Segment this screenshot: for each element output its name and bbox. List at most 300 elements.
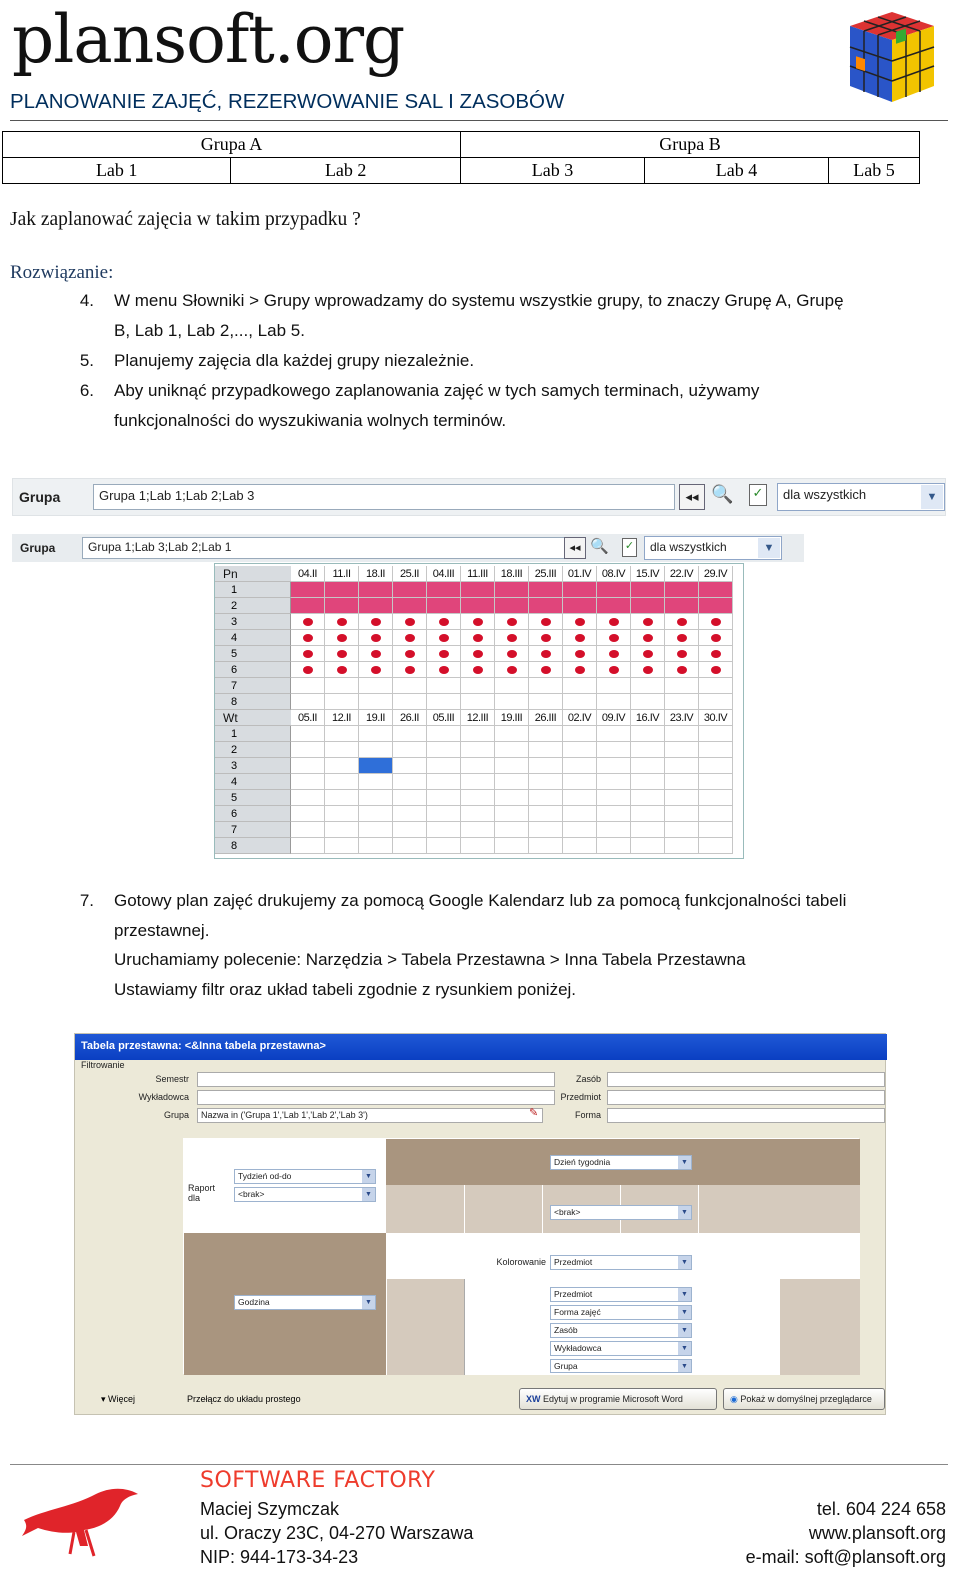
schedule-cell[interactable] <box>461 758 495 774</box>
schedule-cell[interactable] <box>563 838 597 854</box>
busy-dot <box>609 650 619 658</box>
step-line: przestawnej. <box>114 921 210 940</box>
busy-dot <box>711 634 721 642</box>
schedule-cell[interactable] <box>529 790 563 806</box>
schedule-cell[interactable] <box>563 790 597 806</box>
schedule-cell[interactable] <box>461 838 495 854</box>
schedule-cell[interactable] <box>359 822 393 838</box>
footer-tel: tel. 604 224 658 <box>816 1499 946 1519</box>
schedule-cell[interactable] <box>631 822 665 838</box>
date-header: 29.IV <box>699 566 733 582</box>
schedule-cell[interactable] <box>631 598 665 614</box>
schedule-cell[interactable] <box>325 694 359 710</box>
schedule-cell[interactable] <box>427 694 461 710</box>
schedule-cell[interactable] <box>597 758 631 774</box>
schedule-cell[interactable] <box>699 790 733 806</box>
word-button-label: Edytuj w programie Microsoft Word <box>543 1394 683 1404</box>
period-cell: 7 <box>215 678 291 694</box>
schedule-cell[interactable] <box>597 822 631 838</box>
schedule-cell[interactable] <box>699 678 733 694</box>
step-line: Uruchamiamy polecenie: Narzędzia > Tabela Przestawna > Inna Tabela Przestawna <box>114 950 746 969</box>
chevron-down-icon: ▼ <box>678 1288 691 1301</box>
schedule-cell[interactable] <box>631 726 665 742</box>
busy-dot <box>677 618 687 626</box>
schedule-cell[interactable] <box>597 742 631 758</box>
schedule-cell[interactable] <box>597 774 631 790</box>
schedule-cell[interactable] <box>359 806 393 822</box>
schedule-cell[interactable] <box>291 758 325 774</box>
bird-logo-icon <box>14 1480 142 1560</box>
date-header: 25.II <box>393 566 427 582</box>
schedule-cell[interactable] <box>461 806 495 822</box>
schedule-cell[interactable] <box>529 582 563 598</box>
footer-nip: NIP: 944-173-34-23 <box>200 1547 359 1567</box>
footer-email[interactable]: e-mail: soft@plansoft.org <box>745 1547 946 1567</box>
date-header: 05.III <box>427 710 461 726</box>
schedule-cell[interactable] <box>597 726 631 742</box>
schedule-cell[interactable] <box>461 694 495 710</box>
schedule-cell[interactable] <box>325 742 359 758</box>
schedule-cell[interactable] <box>495 806 529 822</box>
schedule-cell[interactable] <box>631 774 665 790</box>
schedule-cell[interactable] <box>699 694 733 710</box>
schedule-cell[interactable] <box>427 806 461 822</box>
busy-dot <box>609 634 619 642</box>
group-input[interactable]: Grupa 1;Lab 3;Lab 2;Lab 1 <box>82 537 572 559</box>
column-select[interactable] <box>550 1155 692 1170</box>
schedule-cell[interactable] <box>325 726 359 742</box>
busy-dot <box>473 666 483 674</box>
semestr-label: Semestr <box>155 1074 189 1084</box>
schedule-cell[interactable] <box>529 678 563 694</box>
data-cell <box>386 1279 464 1375</box>
schedule-cell[interactable] <box>563 678 597 694</box>
zasob-label: Zasób <box>575 1074 601 1084</box>
chevron-down-icon: ▼ <box>758 538 780 558</box>
schedule-cell[interactable] <box>291 582 325 598</box>
chevron-down-icon: ▼ <box>362 1188 375 1201</box>
schedule-cell[interactable] <box>631 838 665 854</box>
busy-dot <box>371 666 381 674</box>
filter-section-label: Filtrowanie <box>81 1060 125 1070</box>
group-label: Grupa <box>19 489 61 505</box>
semestr-field[interactable] <box>197 1072 555 1087</box>
busy-dot <box>711 650 721 658</box>
busy-dot <box>541 618 551 626</box>
period-cell: 2 <box>215 598 291 614</box>
date-header: 16.IV <box>631 710 665 726</box>
busy-dot <box>507 618 517 626</box>
schedule-cell[interactable] <box>563 582 597 598</box>
select-value: Tydzień od-do <box>238 1171 292 1181</box>
schedule-cell[interactable] <box>563 726 597 742</box>
period-cell: 3 <box>215 758 291 774</box>
schedule-cell[interactable] <box>529 806 563 822</box>
schedule-cell[interactable] <box>291 726 325 742</box>
edit-in-word-button[interactable] <box>519 1388 717 1410</box>
schedule-cell[interactable] <box>665 758 699 774</box>
schedule-cell[interactable] <box>359 838 393 854</box>
busy-dot <box>575 618 585 626</box>
schedule-cell[interactable] <box>597 582 631 598</box>
schedule-cell[interactable] <box>631 582 665 598</box>
chevron-down-icon: ▼ <box>678 1156 691 1169</box>
schedule-cell[interactable] <box>495 678 529 694</box>
schedule-cell[interactable] <box>631 758 665 774</box>
select-value: <brak> <box>554 1207 581 1217</box>
busy-dot <box>439 618 449 626</box>
schedule-cell[interactable] <box>495 758 529 774</box>
schedule-cell[interactable] <box>291 806 325 822</box>
date-header: 12.III <box>461 710 495 726</box>
date-header: 25.III <box>529 566 563 582</box>
plansoft-logo: plansoft.org <box>12 1 405 78</box>
date-header: 15.IV <box>631 566 665 582</box>
schedule-cell[interactable] <box>325 806 359 822</box>
period-cell: 6 <box>215 662 291 678</box>
schedule-cell[interactable] <box>359 582 393 598</box>
checkbox-icon[interactable]: ✓ <box>622 538 637 557</box>
step-number: 6. <box>79 381 94 400</box>
period-cell: 4 <box>215 774 291 790</box>
schedule-cell[interactable] <box>393 678 427 694</box>
schedule-cell[interactable] <box>529 758 563 774</box>
date-header: 11.III <box>461 566 495 582</box>
schedule-cell[interactable] <box>631 694 665 710</box>
date-header: 26.II <box>393 710 427 726</box>
schedule-cell[interactable] <box>495 598 529 614</box>
select-value: Przedmiot <box>554 1289 593 1299</box>
period-cell: 1 <box>215 726 291 742</box>
period-cell: 6 <box>215 806 291 822</box>
schedule-cell[interactable] <box>393 838 427 854</box>
schedule-cell[interactable] <box>393 790 427 806</box>
date-header: 01.IV <box>563 566 597 582</box>
schedule-cell[interactable] <box>291 598 325 614</box>
schedule-cell[interactable] <box>665 582 699 598</box>
schedule-cell[interactable] <box>461 726 495 742</box>
data-cell <box>780 1279 860 1375</box>
schedule-cell[interactable] <box>427 758 461 774</box>
schedule-cell[interactable] <box>325 774 359 790</box>
schedule-cell[interactable] <box>325 790 359 806</box>
column-select-2[interactable] <box>550 1205 692 1220</box>
column-cell <box>464 1185 542 1233</box>
date-header: 04.II <box>291 566 325 582</box>
schedule-cell[interactable] <box>427 582 461 598</box>
schedule-cell[interactable] <box>529 822 563 838</box>
step-number: 5. <box>79 351 94 370</box>
schedule-cell[interactable] <box>699 774 733 790</box>
busy-dot <box>337 634 347 642</box>
date-header: 09.IV <box>597 710 631 726</box>
busy-dot <box>507 666 517 674</box>
forma-field[interactable] <box>607 1108 885 1123</box>
show-in-browser-button[interactable] <box>723 1388 885 1410</box>
schedule-cell[interactable] <box>699 726 733 742</box>
browser-icon: ◉ <box>730 1394 741 1404</box>
chevron-down-icon: ▼ <box>678 1206 691 1219</box>
schedule-cell[interactable] <box>291 822 325 838</box>
schedule-cell[interactable] <box>427 678 461 694</box>
raport-select-1[interactable] <box>234 1169 376 1184</box>
date-header: 02.IV <box>563 710 597 726</box>
schedule-cell[interactable] <box>393 806 427 822</box>
date-header: 30.IV <box>699 710 733 726</box>
schedule-cell[interactable] <box>393 726 427 742</box>
zasob-field[interactable] <box>607 1072 885 1087</box>
grupa-label: Grupa <box>163 1110 189 1120</box>
schedule-cell[interactable] <box>563 598 597 614</box>
question-text: Jak zaplanować zajęcia w takim przypadku ? <box>10 209 361 230</box>
schedule-cell[interactable] <box>427 742 461 758</box>
schedule-cell[interactable] <box>563 694 597 710</box>
rewind-button[interactable]: ◂◂ <box>679 484 705 510</box>
steps-list <box>64 286 944 436</box>
schedule-cell[interactable] <box>597 598 631 614</box>
schedule-cell[interactable] <box>699 806 733 822</box>
rubiks-cube-icon <box>846 8 938 106</box>
schedule-cell[interactable] <box>291 774 325 790</box>
busy-dot <box>575 650 585 658</box>
schedule-cell[interactable] <box>495 582 529 598</box>
schedule-cell[interactable] <box>291 678 325 694</box>
schedule-cell[interactable] <box>359 598 393 614</box>
schedule-cell[interactable] <box>325 582 359 598</box>
schedule-cell[interactable] <box>393 774 427 790</box>
filter-value: dla wszystkich <box>783 487 867 502</box>
schedule-cell[interactable] <box>393 742 427 758</box>
search-icon[interactable]: 🔍 <box>711 484 734 504</box>
schedule-cell[interactable] <box>359 758 393 774</box>
schedule-cell[interactable] <box>699 742 733 758</box>
busy-dot <box>541 650 551 658</box>
wykladowca-field[interactable] <box>197 1090 555 1105</box>
cell-select[interactable] <box>550 1359 692 1373</box>
chevron-down-icon: ▼ <box>362 1296 375 1309</box>
schedule-cell[interactable] <box>529 838 563 854</box>
lab-cell: Lab 5 <box>829 158 920 184</box>
schedule-cell[interactable] <box>631 678 665 694</box>
filter-select[interactable] <box>777 483 945 511</box>
schedule-cell[interactable] <box>563 758 597 774</box>
tagline: PLANOWANIE ZAJĘĆ, REZERWOWANIE SAL I ZASOBÓW <box>10 90 565 113</box>
select-value: Grupa <box>554 1361 578 1371</box>
rewind-button[interactable]: ◂◂ <box>564 537 586 559</box>
schedule-cell[interactable] <box>597 790 631 806</box>
schedule-cell[interactable] <box>699 822 733 838</box>
lab-cell: Lab 2 <box>231 158 461 184</box>
schedule-cell[interactable] <box>427 822 461 838</box>
busy-dot <box>303 618 313 626</box>
schedule-cell[interactable] <box>563 774 597 790</box>
schedule-cell[interactable] <box>563 806 597 822</box>
footer-address: ul. Oraczy 23C, 04-270 Warszawa <box>200 1523 474 1543</box>
schedule-cell[interactable] <box>291 742 325 758</box>
period-cell: 7 <box>215 822 291 838</box>
footer-name: Maciej Szymczak <box>200 1499 340 1519</box>
schedule-cell[interactable] <box>563 822 597 838</box>
schedule-cell[interactable] <box>325 678 359 694</box>
schedule-cell[interactable] <box>495 838 529 854</box>
schedule-cell[interactable] <box>461 678 495 694</box>
schedule-cell[interactable] <box>359 694 393 710</box>
chevron-down-icon: ▼ <box>921 485 943 509</box>
schedule-cell[interactable] <box>393 598 427 614</box>
date-header: 18.II <box>359 566 393 582</box>
step-line: W menu Słowniki > Grupy wprowadzamy do systemu wszystkie grupy, to znaczy Grupę A, Grupę <box>114 291 844 310</box>
day-header-cell: Pn <box>215 566 291 582</box>
switch-simple-link[interactable]: Przełącz do układu prostego <box>187 1394 301 1404</box>
cell-select[interactable] <box>550 1323 692 1338</box>
schedule-cell[interactable] <box>665 774 699 790</box>
row-select[interactable] <box>234 1295 376 1310</box>
search-icon[interactable]: 🔍 <box>590 538 609 555</box>
schedule-cell[interactable] <box>461 582 495 598</box>
schedule-cell[interactable] <box>461 774 495 790</box>
schedule-cell[interactable] <box>461 742 495 758</box>
schedule-cell[interactable] <box>631 790 665 806</box>
busy-dot <box>337 618 347 626</box>
schedule-cell[interactable] <box>699 758 733 774</box>
schedule-grid <box>214 563 744 859</box>
schedule-cell[interactable] <box>461 598 495 614</box>
schedule-cell[interactable] <box>461 790 495 806</box>
schedule-cell[interactable] <box>597 806 631 822</box>
schedule-cell[interactable] <box>325 822 359 838</box>
schedule-cell[interactable] <box>359 742 393 758</box>
footer-divider <box>10 1464 948 1465</box>
schedule-cell[interactable] <box>359 774 393 790</box>
step-7 <box>64 886 954 1006</box>
wykladowca-label: Wykładowca <box>138 1092 189 1102</box>
schedule-cell[interactable] <box>393 758 427 774</box>
schedule-cell[interactable] <box>597 678 631 694</box>
schedule-cell[interactable] <box>359 726 393 742</box>
checkbox-icon[interactable]: ✓ <box>749 484 767 506</box>
schedule-cell[interactable] <box>495 790 529 806</box>
busy-dot <box>609 618 619 626</box>
schedule-cell[interactable] <box>359 678 393 694</box>
schedule-cell[interactable] <box>427 726 461 742</box>
schedule-cell[interactable] <box>495 726 529 742</box>
schedule-cell[interactable] <box>291 790 325 806</box>
busy-dot <box>507 634 517 642</box>
kolorowanie-select[interactable] <box>550 1255 692 1270</box>
schedule-cell[interactable] <box>393 582 427 598</box>
busy-dot <box>303 666 313 674</box>
schedule-cell[interactable] <box>631 806 665 822</box>
schedule-cell[interactable] <box>529 726 563 742</box>
date-header: 05.II <box>291 710 325 726</box>
schedule-cell[interactable] <box>291 694 325 710</box>
header-divider <box>10 120 948 121</box>
schedule-cell[interactable] <box>529 694 563 710</box>
cell-select[interactable] <box>550 1341 692 1356</box>
schedule-cell[interactable] <box>325 598 359 614</box>
footer-www[interactable]: www.plansoft.org <box>808 1523 946 1543</box>
date-header: 19.III <box>495 710 529 726</box>
cell-select[interactable] <box>550 1287 692 1302</box>
busy-dot <box>575 634 585 642</box>
schedule-cell[interactable] <box>495 774 529 790</box>
period-cell: 4 <box>215 630 291 646</box>
schedule-cell[interactable] <box>495 822 529 838</box>
schedule-cell[interactable] <box>529 742 563 758</box>
busy-dot <box>711 618 721 626</box>
filter-edit-icon[interactable]: ✎ <box>529 1107 539 1119</box>
forma-label: Forma <box>574 1110 601 1120</box>
schedule-cell[interactable] <box>597 838 631 854</box>
schedule-cell[interactable] <box>665 726 699 742</box>
schedule-cell[interactable] <box>631 742 665 758</box>
group-label: Grupa <box>20 541 56 555</box>
group-input[interactable]: Grupa 1;Lab 1;Lab 2;Lab 3 <box>93 484 675 510</box>
cell-select[interactable] <box>550 1305 692 1320</box>
schedule-cell[interactable] <box>427 790 461 806</box>
data-cell <box>464 1279 542 1375</box>
schedule-cell[interactable] <box>665 806 699 822</box>
schedule-cell[interactable] <box>461 822 495 838</box>
step-line: B, Lab 1, Lab 2,..., Lab 5. <box>114 321 305 340</box>
schedule-cell[interactable] <box>699 598 733 614</box>
schedule-cell[interactable] <box>699 582 733 598</box>
schedule-cell[interactable] <box>597 694 631 710</box>
schedule-cell[interactable] <box>665 678 699 694</box>
schedule-cell[interactable] <box>529 598 563 614</box>
schedule-cell[interactable] <box>359 790 393 806</box>
busy-dot <box>303 650 313 658</box>
raport-select-2[interactable] <box>234 1187 376 1202</box>
schedule-cell[interactable] <box>325 758 359 774</box>
busy-dot <box>439 666 449 674</box>
schedule-cell[interactable] <box>325 838 359 854</box>
schedule-cell[interactable] <box>665 598 699 614</box>
busy-dot <box>439 650 449 658</box>
schedule-cell[interactable] <box>427 838 461 854</box>
date-header: 04.III <box>427 566 461 582</box>
przedmiot-field[interactable] <box>607 1090 885 1105</box>
schedule-cell[interactable] <box>393 822 427 838</box>
schedule-cell[interactable] <box>699 838 733 854</box>
kolorowanie-label: Kolorowanie <box>496 1257 546 1267</box>
schedule-cell[interactable] <box>495 742 529 758</box>
chevron-down-icon: ▼ <box>362 1170 375 1183</box>
schedule-cell[interactable] <box>427 774 461 790</box>
busy-dot <box>711 666 721 674</box>
schedule-cell[interactable] <box>393 694 427 710</box>
busy-dot <box>371 650 381 658</box>
schedule-cell[interactable] <box>529 774 563 790</box>
pivot-layout <box>183 1138 859 1374</box>
group-b-cell: Grupa B <box>461 132 920 158</box>
schedule-cell[interactable] <box>427 598 461 614</box>
step-line: funkcjonalności do wyszukiwania wolnych terminów. <box>114 411 507 430</box>
schedule-cell[interactable] <box>665 790 699 806</box>
schedule-cell[interactable] <box>665 694 699 710</box>
more-toggle[interactable] <box>101 1394 135 1405</box>
schedule-cell[interactable] <box>665 822 699 838</box>
schedule-cell[interactable] <box>665 838 699 854</box>
schedule-cell[interactable] <box>563 742 597 758</box>
schedule-cell[interactable] <box>495 694 529 710</box>
schedule-cell[interactable] <box>665 742 699 758</box>
grupa-field[interactable]: Nazwa in ('Grupa 1','Lab 1','Lab 2','Lab 3') <box>197 1108 543 1123</box>
busy-dot <box>677 634 687 642</box>
filter-select[interactable] <box>644 536 782 560</box>
lab-cell: Lab 4 <box>645 158 829 184</box>
schedule-cell[interactable] <box>291 838 325 854</box>
